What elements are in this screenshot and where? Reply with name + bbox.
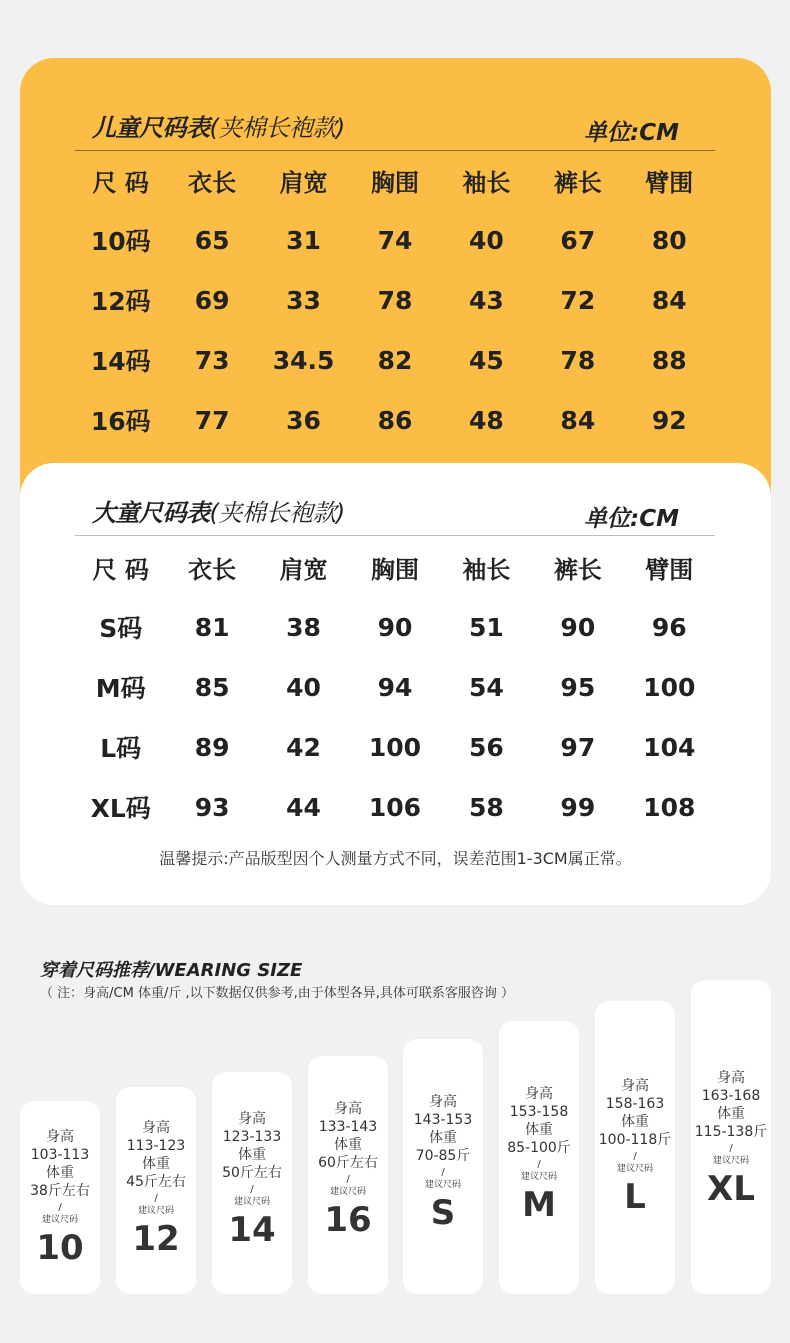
table-cell: 67 <box>560 225 596 255</box>
table-cell: 34.5 <box>272 345 335 375</box>
suggest-label: 建议尺码 <box>329 1187 366 1197</box>
table-row <box>75 390 715 450</box>
table-cell: 77 <box>194 405 230 435</box>
suggested-size: M <box>522 1185 556 1225</box>
kids-chart-unit: 单位:CM <box>584 120 679 146</box>
suggest-label: 建议尺码 <box>616 1164 653 1174</box>
big-kids-size-chart-panel <box>20 463 771 905</box>
height-label: 身高 <box>238 1111 266 1127</box>
height-range: 103-113 <box>30 1147 90 1163</box>
height-label: 身高 <box>621 1078 649 1094</box>
table-cell: 78 <box>377 285 413 315</box>
table-cell: S码 <box>99 614 143 643</box>
table-row <box>75 597 715 657</box>
separator: / <box>58 1202 62 1213</box>
header-cell: 肩宽 <box>279 555 328 584</box>
height-label: 身高 <box>334 1101 362 1117</box>
table-cell: 88 <box>651 345 687 375</box>
size-card-m <box>499 1021 579 1294</box>
header-cell: 裤长 <box>553 168 602 197</box>
table-cell: 54 <box>469 672 504 702</box>
table-cell: 78 <box>560 345 596 375</box>
table-cell: 94 <box>377 672 413 702</box>
separator: / <box>154 1193 158 1204</box>
height-range: 123-133 <box>222 1129 282 1145</box>
recommendation-note: （ 注：身高/CM 体重/斤 ,以下数据仅供参考,由于体型各异,具体可联系客服咨询 ） <box>40 986 514 1001</box>
separator: / <box>633 1151 637 1162</box>
table-cell: 42 <box>286 732 321 762</box>
size-card-16 <box>308 1056 388 1294</box>
table-cell: 89 <box>194 732 230 762</box>
height-range: 133-143 <box>318 1119 378 1135</box>
table-cell: 85 <box>194 672 230 702</box>
suggest-label: 建议尺码 <box>712 1156 749 1166</box>
table-cell: 38 <box>286 612 321 642</box>
weight-range: 38斤左右 <box>30 1183 90 1199</box>
table-cell: 99 <box>560 792 596 822</box>
weight-label: 体重 <box>429 1130 457 1146</box>
table-row <box>75 717 715 777</box>
table-header-row <box>75 150 715 210</box>
height-range: 143-153 <box>413 1112 473 1128</box>
suggested-size: 16 <box>324 1200 372 1240</box>
suggest-label: 建议尺码 <box>520 1172 557 1182</box>
table-cell: 84 <box>651 285 687 315</box>
suggested-size: 14 <box>228 1210 276 1250</box>
table-cell: 44 <box>286 792 321 822</box>
weight-range: 100-118斤 <box>598 1132 672 1148</box>
header-cell: 胸围 <box>370 168 419 197</box>
table-cell: 106 <box>368 792 422 822</box>
table-cell: 45 <box>469 345 504 375</box>
height-label: 身高 <box>717 1070 745 1086</box>
table-cell: 95 <box>560 672 596 702</box>
table-cell: 90 <box>377 612 413 642</box>
table-cell: 40 <box>469 225 504 255</box>
table-cell: XL码 <box>90 794 151 823</box>
header-cell: 臂围 <box>645 555 694 584</box>
header-cell: 衣长 <box>188 555 237 584</box>
height-label: 身高 <box>525 1086 553 1102</box>
table-cell: 43 <box>469 285 504 315</box>
weight-label: 体重 <box>334 1137 362 1153</box>
table-cell: 12码 <box>90 287 151 316</box>
kids-chart-title <box>92 108 345 143</box>
size-card-14 <box>212 1072 292 1294</box>
separator: / <box>346 1174 350 1185</box>
table-cell: 33 <box>286 285 321 315</box>
table-cell: 81 <box>194 612 230 642</box>
table-cell: 51 <box>469 612 504 642</box>
size-card-l <box>595 1001 675 1294</box>
weight-label: 体重 <box>142 1156 170 1172</box>
weight-range: 115-138斤 <box>694 1124 768 1140</box>
header-cell: 袖长 <box>462 168 511 197</box>
table-cell: 31 <box>286 225 321 255</box>
big-chart-title-main: 大童尺码表 <box>92 499 210 527</box>
table-cell: 10码 <box>90 227 151 256</box>
table-cell: 40 <box>286 672 321 702</box>
table-cell: 69 <box>194 285 230 315</box>
height-label: 身高 <box>429 1094 457 1110</box>
separator: / <box>729 1143 733 1154</box>
table-cell: 80 <box>651 225 687 255</box>
weight-label: 体重 <box>238 1147 266 1163</box>
table-cell: L码 <box>100 734 142 763</box>
size-card-xl <box>691 980 771 1294</box>
header-cell: 臂围 <box>645 168 694 197</box>
suggest-label: 建议尺码 <box>424 1180 461 1190</box>
table-cell: 74 <box>377 225 413 255</box>
kids-chart-title-main: 儿童尺码表 <box>92 114 210 142</box>
recommendation-title: 穿着尺码推荐/WEARING SIZE <box>40 960 303 981</box>
weight-label: 体重 <box>621 1114 649 1130</box>
weight-range: 60斤左右 <box>318 1155 378 1171</box>
header-cell: 胸围 <box>370 555 419 584</box>
weight-label: 体重 <box>525 1122 553 1138</box>
measurement-tip: 温馨提示:产品版型因个人测量方式不同，误差范围1-3CM属正常。 <box>159 849 632 868</box>
table-cell: 100 <box>368 732 422 762</box>
table-cell: 73 <box>194 345 230 375</box>
size-card-10 <box>20 1101 100 1294</box>
table-cell: M码 <box>95 674 146 703</box>
suggested-size: 12 <box>132 1219 180 1259</box>
weight-label: 体重 <box>717 1106 745 1122</box>
table-cell: 56 <box>469 732 504 762</box>
big-chart-title <box>92 493 345 528</box>
table-row <box>75 777 715 837</box>
big-chart-unit: 单位:CM <box>584 506 679 532</box>
header-cell: 尺 码 <box>92 168 149 197</box>
weight-range: 50斤左右 <box>222 1165 282 1181</box>
height-range: 158-163 <box>605 1096 665 1112</box>
table-cell: 90 <box>560 612 596 642</box>
table-cell: 104 <box>643 732 696 762</box>
table-cell: 96 <box>651 612 687 642</box>
suggested-size: XL <box>707 1169 755 1209</box>
table-cell: 14码 <box>90 347 151 376</box>
table-cell: 36 <box>286 405 321 435</box>
weight-label: 体重 <box>46 1165 74 1181</box>
height-range: 153-158 <box>509 1104 569 1120</box>
table-cell: 72 <box>560 285 596 315</box>
big-chart-title-sub: (夹棉长袍款) <box>209 499 345 527</box>
table-cell: 108 <box>643 792 696 822</box>
table-cell: 93 <box>194 792 230 822</box>
separator: / <box>250 1184 254 1195</box>
table-cell: 48 <box>469 405 504 435</box>
table-cell: 92 <box>651 405 687 435</box>
kids-chart-title-sub: (夹棉长袍款) <box>209 114 345 142</box>
suggest-label: 建议尺码 <box>233 1197 270 1207</box>
separator: / <box>537 1159 541 1170</box>
height-label: 身高 <box>142 1120 170 1136</box>
table-row <box>75 210 715 270</box>
weight-range: 45斤左右 <box>126 1174 186 1190</box>
suggested-size: L <box>624 1177 646 1217</box>
suggest-label: 建议尺码 <box>41 1215 78 1225</box>
table-cell: 58 <box>469 792 504 822</box>
kids-size-table <box>75 150 715 450</box>
big-size-table <box>75 537 715 837</box>
table-row <box>75 657 715 717</box>
weight-range: 85-100斤 <box>507 1140 571 1156</box>
height-range: 163-168 <box>701 1088 761 1104</box>
size-card-12 <box>116 1087 196 1294</box>
table-cell: 86 <box>377 405 413 435</box>
suggested-size: 10 <box>36 1228 84 1268</box>
table-cell: 65 <box>194 225 230 255</box>
header-cell: 肩宽 <box>279 168 328 197</box>
separator: / <box>441 1167 445 1178</box>
size-card-s <box>403 1039 483 1294</box>
table-header-row <box>75 537 715 597</box>
table-cell: 82 <box>377 345 413 375</box>
suggest-label: 建议尺码 <box>137 1206 174 1216</box>
table-cell: 97 <box>560 732 596 762</box>
big-chart-divider <box>75 535 715 536</box>
table-row <box>75 270 715 330</box>
table-cell: 84 <box>560 405 596 435</box>
header-cell: 尺 码 <box>92 555 149 584</box>
suggested-size: S <box>430 1193 456 1233</box>
height-range: 113-123 <box>126 1138 186 1154</box>
header-cell: 袖长 <box>462 555 511 584</box>
table-row <box>75 330 715 390</box>
weight-range: 70-85斤 <box>415 1148 471 1164</box>
table-cell: 100 <box>643 672 696 702</box>
height-label: 身高 <box>46 1129 74 1145</box>
header-cell: 裤长 <box>553 555 602 584</box>
header-cell: 衣长 <box>188 168 237 197</box>
table-cell: 16码 <box>90 407 151 436</box>
